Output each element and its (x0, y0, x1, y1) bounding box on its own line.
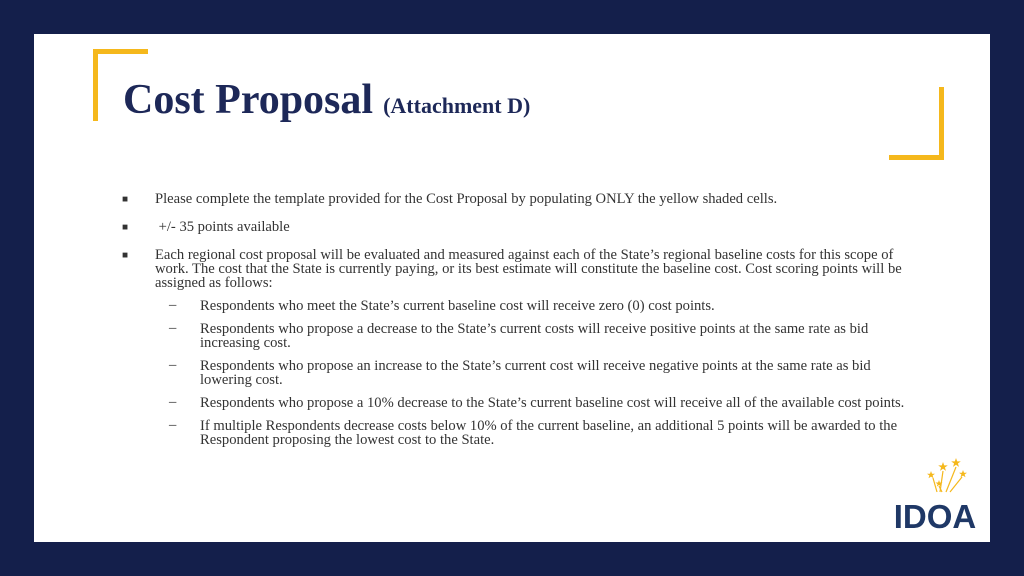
list-item (120, 192, 920, 206)
content-list (120, 192, 920, 461)
dash-bullet-icon: – (169, 297, 177, 313)
list-item-text: Please complete the template provided for the Cost Proposal by populating ONLY the yellow shaded cells. (155, 191, 778, 207)
dash-bullet-icon: – (169, 417, 177, 433)
sub-list-item-text: Respondents who meet the State’s current baseline cost will receive zero (0) cost points. (200, 298, 715, 314)
logo-stars-icon (927, 458, 967, 492)
list-item-text: Each regional cost proposal will be evaluated and measured against each of the State’s regional baseline costs for this scope of work. The cost that the State is currently paying, or its best estimate will constitute the baseline cost. Cost scoring points will be assigned as follows: (155, 247, 902, 291)
corner-bracket-bottom-right (889, 87, 944, 160)
square-bullet-icon: ■ (122, 222, 129, 233)
sub-list-item (120, 359, 920, 387)
sub-list-item (120, 299, 920, 313)
sub-list-item (120, 419, 920, 447)
list-item (120, 248, 920, 447)
sub-list (120, 299, 920, 447)
sub-list-item-text: If multiple Respondents decrease costs below 10% of the current baseline, an additional 5 points will be awarded to the Respondent proposing the lowest cost to the State. (200, 418, 898, 448)
sub-list-item (120, 322, 920, 350)
list-item (120, 220, 920, 234)
logo-text: IDOA (893, 498, 977, 533)
square-bullet-icon: ■ (122, 194, 129, 205)
dash-bullet-icon: – (169, 320, 177, 336)
idoa-logo (890, 458, 980, 533)
sub-list-item-text: Respondents who propose an increase to the State’s current cost will receive negative points at the same rate as bid lowering cost. (200, 358, 871, 388)
list-item-text: +/- 35 points available (155, 219, 290, 235)
title-main: Cost Proposal (123, 77, 374, 123)
slide (34, 34, 990, 542)
sub-list-item (120, 396, 920, 410)
page-title (123, 76, 530, 124)
sub-list-item-text: Respondents who propose a 10% decrease to the State’s current baseline cost will receive all of the available cost points. (200, 395, 905, 411)
square-bullet-icon: ■ (122, 250, 129, 261)
title-subtitle: (Attachment D) (383, 93, 531, 118)
dash-bullet-icon: – (169, 394, 177, 410)
dash-bullet-icon: – (169, 357, 177, 373)
sub-list-item-text: Respondents who propose a decrease to the State’s current costs will receive positive points at the same rate as bid increasing cost. (200, 321, 869, 351)
